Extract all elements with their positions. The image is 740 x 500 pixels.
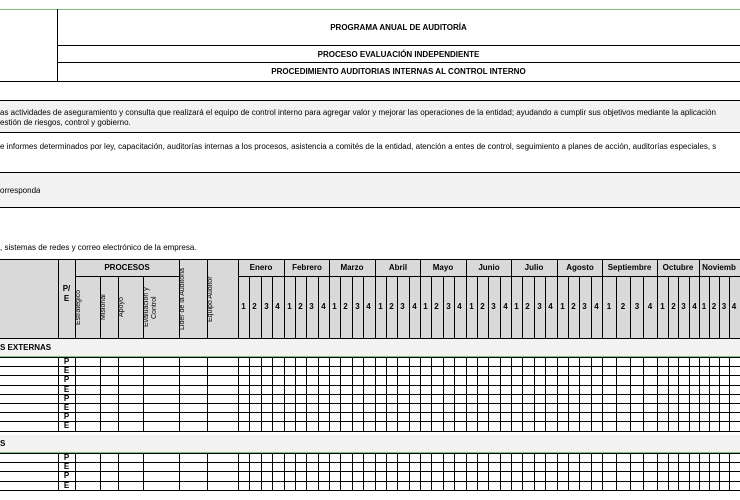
grid-col [443, 357, 444, 431]
logo-box [0, 9, 58, 82]
grid-col [207, 357, 208, 431]
pe-cell: P [63, 471, 70, 480]
grid-col [643, 453, 644, 490]
grid-col [118, 357, 119, 431]
grid-col [500, 453, 501, 490]
week-label: 1 [660, 302, 665, 311]
grid-col [522, 453, 523, 490]
week-label: 2 [525, 302, 530, 311]
grid-col [420, 453, 421, 490]
grid-col [709, 453, 710, 490]
month-row-divider [238, 276, 740, 277]
grid-col [568, 357, 569, 431]
grid-col [329, 453, 330, 490]
process-col-evaluacinycontrol: Evaluación y Control [143, 287, 158, 328]
section-externas: S EXTERNAS [0, 343, 52, 352]
grid-col [352, 357, 353, 431]
procedure-title: PROCEDIMIENTO AUDITORIAS INTERNAS AL CONTROL INTERNO [271, 67, 526, 76]
month-junio: Junio [478, 263, 500, 272]
week-label: 4 [321, 302, 326, 311]
grid-col [100, 453, 101, 490]
grid-col [678, 453, 679, 490]
grid-col [306, 453, 307, 490]
grid-col [591, 453, 592, 490]
pe-cell: P [63, 375, 70, 384]
equipo-header: Equipo Auditor [207, 276, 214, 322]
pe-cell: E [63, 481, 70, 490]
table-row [0, 412, 740, 413]
grid-col [488, 357, 489, 431]
grid-col [75, 453, 76, 490]
grid-col [545, 453, 546, 490]
resources-text: , sistemas de redes y correo electrónico de la empresa. [0, 243, 197, 252]
week-label: 2 [571, 302, 576, 311]
lider-header: Lider de la Auditoria [179, 268, 186, 330]
grid-col [699, 453, 700, 490]
week-label: 4 [548, 302, 553, 311]
grid-col [238, 453, 239, 490]
grid-col [295, 453, 296, 490]
grid-col [284, 357, 285, 431]
grid-col [409, 453, 410, 490]
grid-col [643, 357, 644, 431]
grid-col [454, 453, 455, 490]
pe-cell: E [63, 462, 70, 471]
week-label: 3 [634, 302, 640, 311]
table-row [0, 481, 740, 482]
month-noviemb: Noviemb [702, 263, 736, 272]
week-label: 2 [711, 302, 717, 311]
table-row [0, 490, 740, 491]
grid-col [557, 357, 558, 431]
week-label: 1 [514, 302, 519, 311]
table-row [0, 366, 740, 367]
month-agosto: Agosto [566, 263, 594, 272]
grid-col [207, 453, 208, 490]
week-label: 2 [343, 302, 348, 311]
grid-col [709, 357, 710, 431]
grid-col [657, 357, 658, 431]
grid-col [284, 453, 285, 490]
grid-col [306, 357, 307, 431]
grid-col [699, 357, 700, 431]
process-col-misional: Misional [100, 294, 107, 321]
grid-col [616, 453, 617, 490]
procesos-header: PROCESOS [104, 263, 150, 272]
week-label: 2 [298, 302, 303, 311]
week-label: 3 [681, 302, 686, 311]
week-label: 3 [264, 302, 269, 311]
week-label: 3 [582, 302, 587, 311]
pe-cell: E [63, 421, 70, 430]
grid-col [340, 453, 341, 490]
grid-col [329, 357, 330, 431]
week-label: 1 [378, 302, 383, 311]
grid-col [352, 453, 353, 490]
grid-col [477, 453, 478, 490]
pe-cell: E [63, 366, 70, 375]
grid-col [318, 357, 319, 431]
objective-text-line1: as actividades de aseguramiento y consulta que realizará el equipo de control interno para agregar valor y mejorar las operaciones de la entidad; ayudando a cumplir sus objetivos mediante la aplicación [0, 108, 716, 117]
grid-col [591, 357, 592, 431]
month-septiembre: Septiembre [607, 263, 652, 272]
grid-col [545, 357, 546, 431]
grid-col [579, 453, 580, 490]
month-octubre: Octubre [662, 263, 694, 272]
grid-col [477, 357, 478, 431]
month-julio: Julio [524, 263, 544, 272]
week-label: 1 [287, 302, 292, 311]
pe-cell: P [63, 453, 70, 462]
grid-col [420, 357, 421, 431]
grid-col [118, 453, 119, 490]
week-label: 2 [480, 302, 485, 311]
grid-col [238, 357, 239, 431]
grid-col [454, 357, 455, 431]
grid-col [488, 453, 489, 490]
grid-col [500, 357, 501, 431]
month-abril: Abril [388, 263, 408, 272]
week-label: 4 [503, 302, 508, 311]
grid-col [75, 357, 76, 431]
week-label: 1 [469, 302, 474, 311]
grid-col [668, 357, 669, 431]
grid-col [272, 453, 273, 490]
section-internas: S [0, 439, 6, 448]
week-label: 3 [400, 302, 405, 311]
grid-col [100, 357, 101, 431]
grid-col [602, 357, 603, 431]
week-label: 2 [434, 302, 439, 311]
grid-col [511, 453, 512, 490]
grid-col [443, 453, 444, 490]
week-label: 3 [355, 302, 360, 311]
scope-text: e informes determinados por ley, capacitación, auditorías internas a los procesos, asistencia a comités de la entidad, atención a entes de control, seguimiento a planes de acción, auditorías especiales, s [0, 142, 717, 151]
grid-col [179, 357, 180, 431]
week-label: 4 [594, 302, 599, 311]
table-row [0, 375, 740, 376]
process-col-estratgico: Estratégico [75, 289, 82, 326]
pe-cell: E [63, 385, 70, 394]
grid-col [657, 453, 658, 490]
week-label: 3 [721, 302, 727, 311]
month-marzo: Marzo [340, 263, 364, 272]
table-row [0, 394, 740, 395]
week-label: 4 [647, 302, 653, 311]
grid-col [272, 357, 273, 431]
grid-col [397, 453, 398, 490]
week-label: 1 [701, 302, 707, 311]
table-row [0, 462, 740, 463]
grid-col [602, 453, 603, 490]
criteria-row [0, 172, 740, 208]
week-label: 4 [692, 302, 697, 311]
month-enero: Enero [249, 263, 273, 272]
grid-col [261, 357, 262, 431]
week-label: 3 [491, 302, 496, 311]
grid-col [719, 357, 720, 431]
grid-col [729, 453, 730, 490]
process-col-apoyo: Apoyo [118, 297, 125, 318]
table-row [0, 453, 740, 454]
week-label: 1 [423, 302, 428, 311]
grid-col [557, 453, 558, 490]
grid-col [568, 453, 569, 490]
grid-col [579, 357, 580, 431]
week-label: 3 [537, 302, 542, 311]
grid-col [466, 357, 467, 431]
week-label: 4 [412, 302, 417, 311]
grid-col [689, 453, 690, 490]
grid-col [466, 453, 467, 490]
table-row [0, 403, 740, 404]
grid-col [630, 357, 631, 431]
week-label: 4 [366, 302, 371, 311]
table-row [0, 431, 740, 432]
week-label: 1 [606, 302, 612, 311]
week-label: 2 [389, 302, 394, 311]
week-label: 1 [241, 302, 246, 311]
week-label: 3 [309, 302, 314, 311]
grid-col [340, 357, 341, 431]
month-febrero: Febrero [292, 263, 322, 272]
grid-col [375, 357, 376, 431]
grid-col [386, 357, 387, 431]
week-label: 3 [446, 302, 451, 311]
pe-header: P/ E [62, 284, 71, 303]
grid-col [261, 453, 262, 490]
grid-col [616, 357, 617, 431]
grid-col [295, 357, 296, 431]
grid-col [534, 357, 535, 431]
grid-col [409, 357, 410, 431]
grid-col [729, 357, 730, 431]
grid-col [386, 453, 387, 490]
grid-col [522, 357, 523, 431]
grid-col [689, 357, 690, 431]
program-title: PROGRAMA ANUAL DE AUDITORÍA [330, 23, 467, 32]
grid-col [431, 357, 432, 431]
pe-cell: P [63, 412, 70, 421]
month-mayo: Mayo [432, 263, 454, 272]
grid-col [397, 357, 398, 431]
table-row [0, 471, 740, 472]
grid-col [363, 453, 364, 490]
criteria-text: orresponda [0, 186, 41, 195]
week-label: 4 [275, 302, 280, 311]
table-row [0, 357, 740, 358]
grid-col [249, 453, 250, 490]
week-label: 2 [671, 302, 676, 311]
grid-col [179, 453, 180, 490]
section-externas-bg [0, 339, 740, 357]
objective-text-line2: estión de riesgos, control y gobierno. [0, 118, 131, 127]
week-label: 1 [560, 302, 565, 311]
week-label: 2 [252, 302, 257, 311]
grid-col [143, 357, 144, 431]
grid-col [668, 453, 669, 490]
pe-cell: P [63, 394, 70, 403]
grid-col [678, 357, 679, 431]
grid-col [719, 453, 720, 490]
grid-col [249, 357, 250, 431]
grid-col [534, 453, 535, 490]
section-internas-bg [0, 435, 740, 453]
week-label: 2 [620, 302, 626, 311]
col-divider [75, 276, 179, 277]
table-row [0, 421, 740, 422]
process-title: PROCESO EVALUACIÓN INDEPENDIENTE [317, 50, 480, 59]
pe-cell: E [63, 403, 70, 412]
pe-cell: P [63, 357, 70, 366]
week-label: 4 [457, 302, 462, 311]
grid-col [375, 453, 376, 490]
grid-col [58, 453, 59, 490]
grid-col [318, 453, 319, 490]
table-row [0, 385, 740, 386]
grid-col [363, 357, 364, 431]
grid-col [630, 453, 631, 490]
week-label: 4 [731, 302, 737, 311]
grid-col [511, 357, 512, 431]
grid-col [143, 453, 144, 490]
grid-col [431, 453, 432, 490]
week-label: 1 [332, 302, 337, 311]
grid-col [58, 357, 59, 431]
